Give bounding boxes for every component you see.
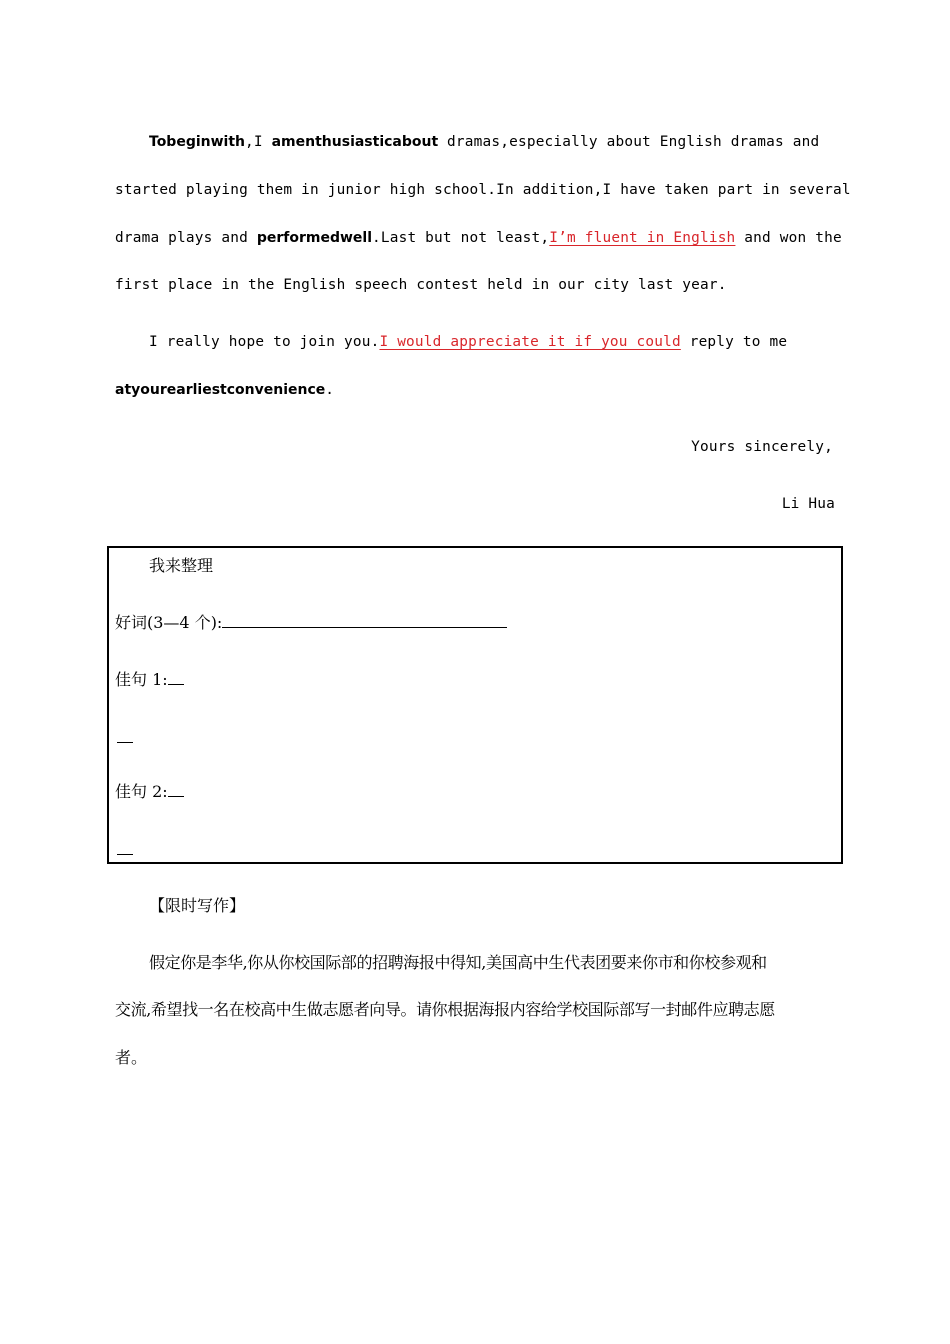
key-phrase: performedwell [256, 230, 372, 246]
sentence2-label: 佳句 2: [115, 782, 168, 801]
timed-writing-prompt-line: 假定你是李华,你从你校国际部的招聘海报中得知,美国高中生代表团要来你市和你校参观和 [149, 953, 767, 972]
notes-box [107, 546, 843, 864]
letter-line [115, 226, 842, 250]
key-phrase: amenthusiasticabout [271, 134, 439, 150]
letter-line [115, 273, 727, 297]
highlighted-sentence: I would appreciate it if you could [379, 334, 681, 350]
letter-line [149, 330, 787, 354]
sentence2-blank-continued[interactable] [117, 854, 133, 855]
sentence1-blank-continued[interactable] [117, 742, 133, 743]
highlighted-sentence: I’m fluent in English [549, 230, 736, 246]
letter-text: reply to me [680, 334, 788, 350]
sentence2-blank[interactable] [168, 780, 184, 797]
letter-closing: Yours sincerely, [691, 439, 833, 455]
timed-writing-prompt-line: 者。 [115, 1048, 148, 1067]
good-words-label: 好词(3—4 个): [115, 613, 223, 632]
good-words-row [115, 611, 507, 635]
letter-text: ,I [245, 134, 272, 150]
sentence1-label: 佳句 1: [115, 670, 168, 689]
notes-title: 我来整理 [149, 556, 214, 575]
good-words-blank[interactable] [222, 611, 507, 628]
sentence1-blank[interactable] [168, 668, 184, 685]
sentence1-row [115, 668, 184, 692]
letter-text: drama plays and [115, 230, 257, 246]
key-phrase: Tobeginwith [149, 134, 246, 150]
timed-writing-heading: 【限时写作】 [149, 896, 246, 915]
letter-text: first place in the English speech contest held in our city last year. [115, 277, 727, 293]
letter-text: I really hope to join you. [149, 334, 380, 350]
letter-text: dramas,especially about English dramas and [438, 134, 820, 150]
letter-text: and won the [735, 230, 842, 246]
letter-text: started playing them in junior high school.In addition,I have taken part in several [115, 182, 851, 198]
key-phrase: atyourearliestconvenience [115, 382, 326, 398]
letter-signature: Li Hua [781, 496, 835, 512]
sentence2-row [115, 780, 184, 804]
letter-line [149, 130, 819, 154]
letter-text: . [325, 382, 335, 398]
letter-text: .Last but not least, [372, 230, 550, 246]
timed-writing-prompt-line: 交流,希望找一名在校高中生做志愿者向导。请你根据海报内容给学校国际部写一封邮件应聘志愿 [115, 1000, 775, 1019]
letter-line [115, 178, 851, 202]
letter-line [115, 378, 334, 402]
